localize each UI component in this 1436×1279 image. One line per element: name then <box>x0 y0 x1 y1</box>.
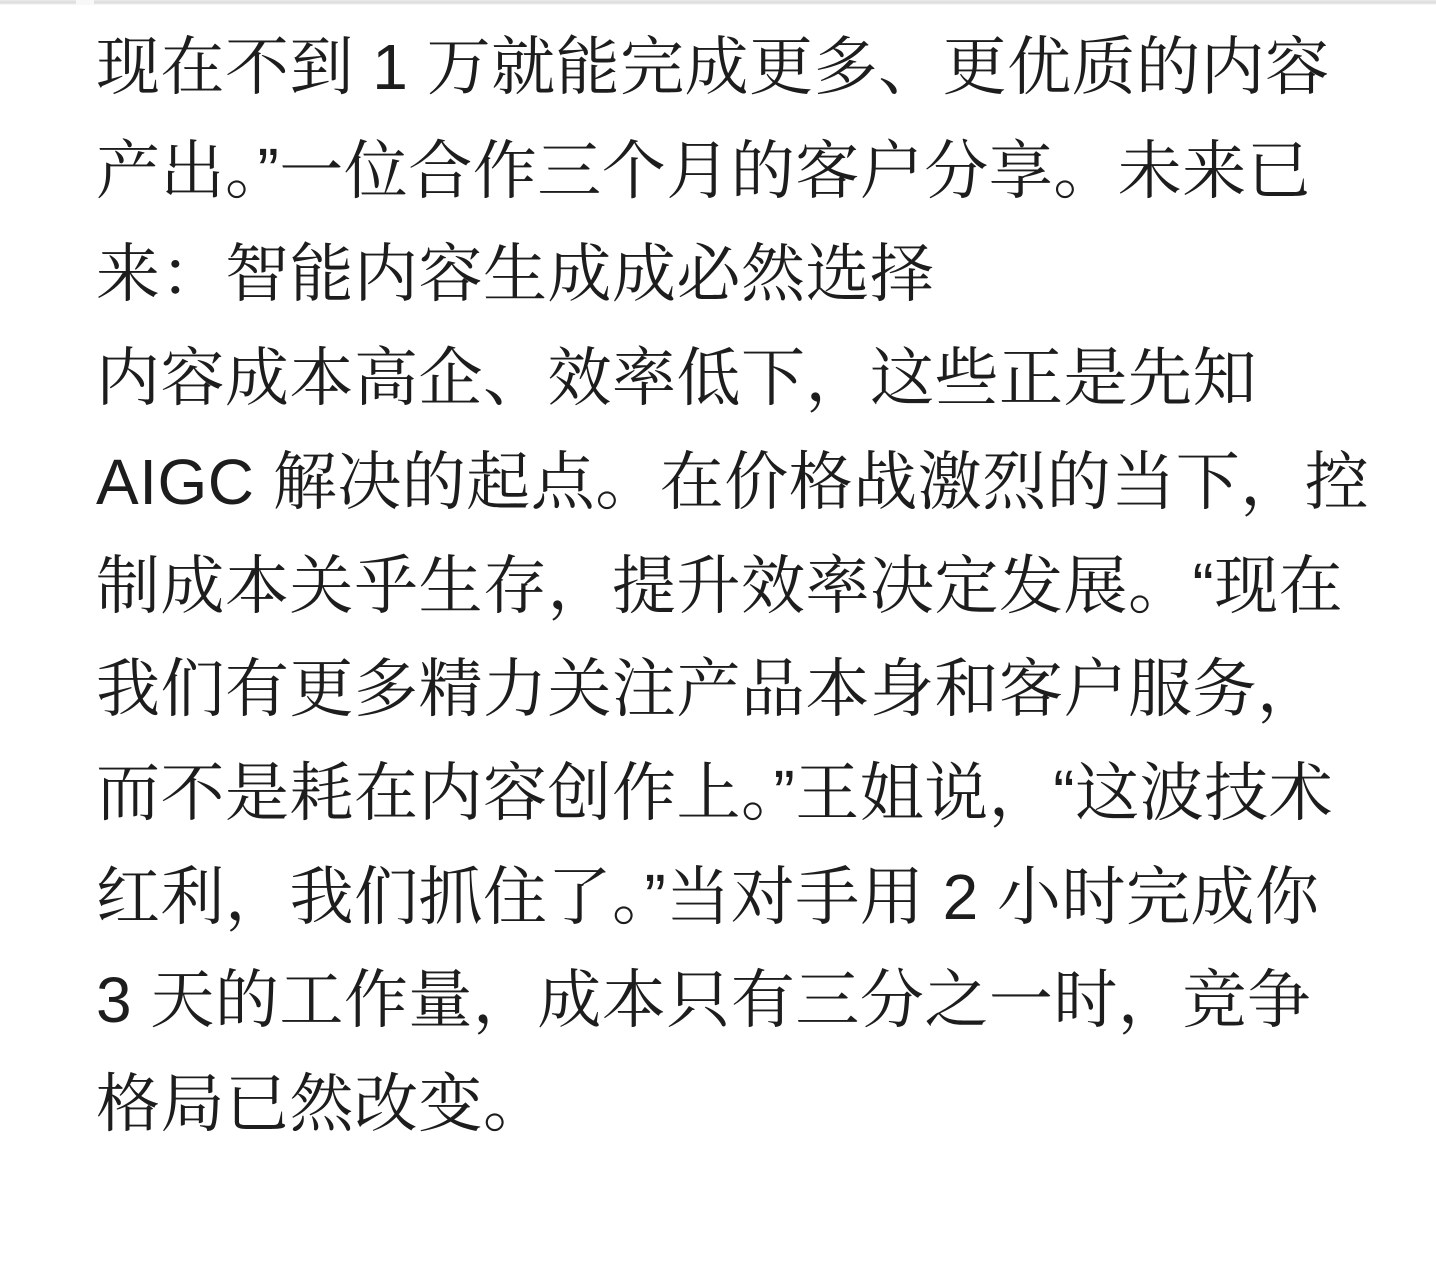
text-line: 红利，我们抓住了。”当对手用 2 小时完成你 <box>96 860 1320 933</box>
text-line: 产出。”一位合作三个月的客户分享。未来已 <box>96 134 1312 207</box>
text-line: 格局已然改变。 <box>96 1068 548 1141</box>
text-line: 而不是耗在内容创作上。”王姐说，“这波技术 <box>96 756 1334 829</box>
article-body <box>0 5 1436 1157</box>
text-line: 来：智能内容生成成必然选择 <box>96 238 935 311</box>
text-line: 我们有更多精力关注产品本身和客户服务， <box>96 653 1322 726</box>
top-divider <box>0 0 1436 5</box>
text-line: 内容成本高企、效率低下，这些正是先知 <box>96 342 1257 415</box>
text-line: 现在不到 1 万就能完成更多、更优质的内容 <box>96 31 1330 103</box>
text-line: AIGC 解决的起点。在价格战激烈的当下，控 <box>96 445 1370 518</box>
text-line: 制成本关乎生存，提升效率决定发展。“现在 <box>96 549 1344 622</box>
text-line: 3 天的工作量，成本只有三分之一时，竞争 <box>96 964 1312 1037</box>
divider-notch <box>76 0 94 5</box>
